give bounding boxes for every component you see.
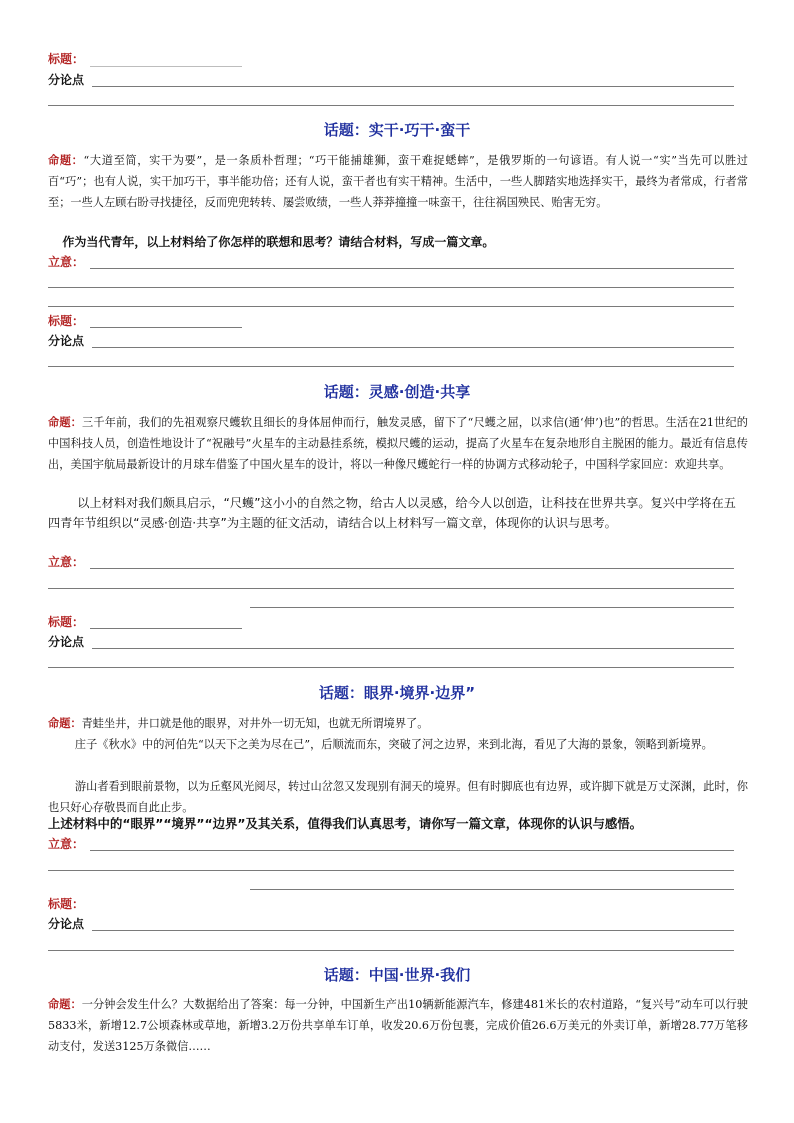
writing-line[interactable] <box>48 287 734 288</box>
intent-label: 立意： <box>48 555 85 569</box>
material-paragraph: 命题：一分钟会发生什么？大数据给出了答案：每一分钟，中国新生产出10辆新能源汽车，修建481米长的农村道路，“复兴号”动车可以行驶5833米，新增12.7公顷森林或草地，新增3.2万份共享单车订单，收发20.6万份包裹，完成价值26.6万美元的外卖订单，新增28.77万笔移动支付，发送3125万条微信…… <box>48 998 748 1053</box>
intent-label: 立意： <box>48 837 85 851</box>
task-instruction: 上述材料中的“眼界”“境界”“边界”及其关系，值得我们认真思考，请你写一篇文章，体现你的认识与感悟。 <box>48 816 643 831</box>
points-label: 分论点 <box>48 334 85 348</box>
writing-line[interactable] <box>92 347 734 348</box>
proposition-label: 命题： <box>48 154 84 167</box>
writing-line[interactable] <box>48 105 734 106</box>
proposition-label: 命题： <box>48 717 82 730</box>
points-label: 分论点 <box>48 635 85 649</box>
section-heading: 话题：实干·巧干·蛮干 <box>323 121 471 139</box>
title-label: 标题： <box>48 314 85 328</box>
section-heading: 话题：眼界·境界·边界” <box>318 684 476 702</box>
writing-line[interactable] <box>48 306 734 307</box>
title-line[interactable] <box>90 628 242 629</box>
title-label: 标题： <box>48 615 85 629</box>
points-label: 分论点 <box>48 73 85 87</box>
title-line[interactable] <box>90 327 242 328</box>
task-instruction: 作为当代青年，以上材料给了你怎样的联想和思考？请结合材料，写成一篇文章。 <box>62 235 495 249</box>
section-heading: 话题：中国·世界·我们 <box>323 966 471 984</box>
intent-label: 立意： <box>48 255 85 269</box>
writing-line[interactable] <box>90 268 734 269</box>
writing-line[interactable] <box>250 889 734 890</box>
proposition-label: 命题： <box>48 416 83 429</box>
writing-line[interactable] <box>48 366 734 367</box>
material-paragraph: 游山者看到眼前景物，以为丘壑风光阅尽，转过山岔忽又发现别有洞天的境界。但有时脚底也有边界，或许脚下就是万丈深渊，此时，你也只好心存敬畏而自此止步。 <box>48 780 748 814</box>
writing-line[interactable] <box>90 850 734 851</box>
material-paragraph: 庄子《秋水》中的河伯先“以天下之美为尽在己”，后顺流而东，突破了河之边界，来到北海，看见了大海的景象，领略到新境界。 <box>74 738 713 751</box>
title-label: 标题： <box>48 897 85 911</box>
material-paragraph: 命题：三千年前，我们的先祖观察尺蠖软且细长的身体屈伸而行，触发灵感，留下了“尺蠖之屈，以求信(通‘伸’)也”的哲思。生活在21世纪的中国科技人员，创造性地设计了“祝融号”火星车的主动悬挂系统，模拟尺蠖的运动，提高了火星车在复杂地形自主脱困的能力。最近有信息传出，美国宇航局最新设计的月球车借鉴了中国火星车的设计，将以一种像尺蠖蛇行一样的协调方式移动轮子，中国科学家回应：欢迎共享。 <box>48 416 748 471</box>
writing-line[interactable] <box>48 950 734 951</box>
writing-line[interactable] <box>48 870 734 871</box>
task-instruction: 以上材料对我们颇具启示，“尺蠖”这小小的自然之物，给古人以灵感，给今人以创造，让科技在世界共享。复兴中学将在五四青年节组织以“灵感·创造·共享”为主题的征文活动，请结合以上材料写一篇文章，体现你的认识与思考。 <box>48 496 736 530</box>
material-paragraph: 命题：“大道至简，实干为要”，是一条质朴哲理；“巧干能捕雄狮，蛮干难捉蟋蟀”，是俄罗斯的一句谚语。有人说一“实”当先可以胜过百“巧”；也有人说，实干加巧干，事半能功倍；还有人说，蛮干者也有实干精神。生活中，一些人脚踏实地选择实干，最终为者常成，行者常至；一些人左顾右盼寻找捷径，反而兜兜转转、屡尝败绩，一些人莽莽撞撞一味蛮干，往往祸国殃民、贻害无穷。 <box>48 154 748 209</box>
writing-line[interactable] <box>250 607 734 608</box>
title-label: 标题： <box>48 52 85 66</box>
writing-line[interactable] <box>90 568 734 569</box>
writing-line[interactable] <box>48 667 734 668</box>
material-paragraph: 命题：青蛙坐井，井口就是他的眼界，对井外一切无知，也就无所谓境界了。 <box>48 717 429 730</box>
writing-line[interactable] <box>48 588 734 589</box>
writing-line[interactable] <box>92 648 734 649</box>
writing-line[interactable] <box>92 930 734 931</box>
section-heading: 话题：灵感·创造·共享 <box>323 383 471 401</box>
proposition-label: 命题： <box>48 998 82 1011</box>
points-label: 分论点 <box>48 917 85 931</box>
writing-line[interactable] <box>92 86 734 87</box>
title-line[interactable] <box>90 66 242 67</box>
